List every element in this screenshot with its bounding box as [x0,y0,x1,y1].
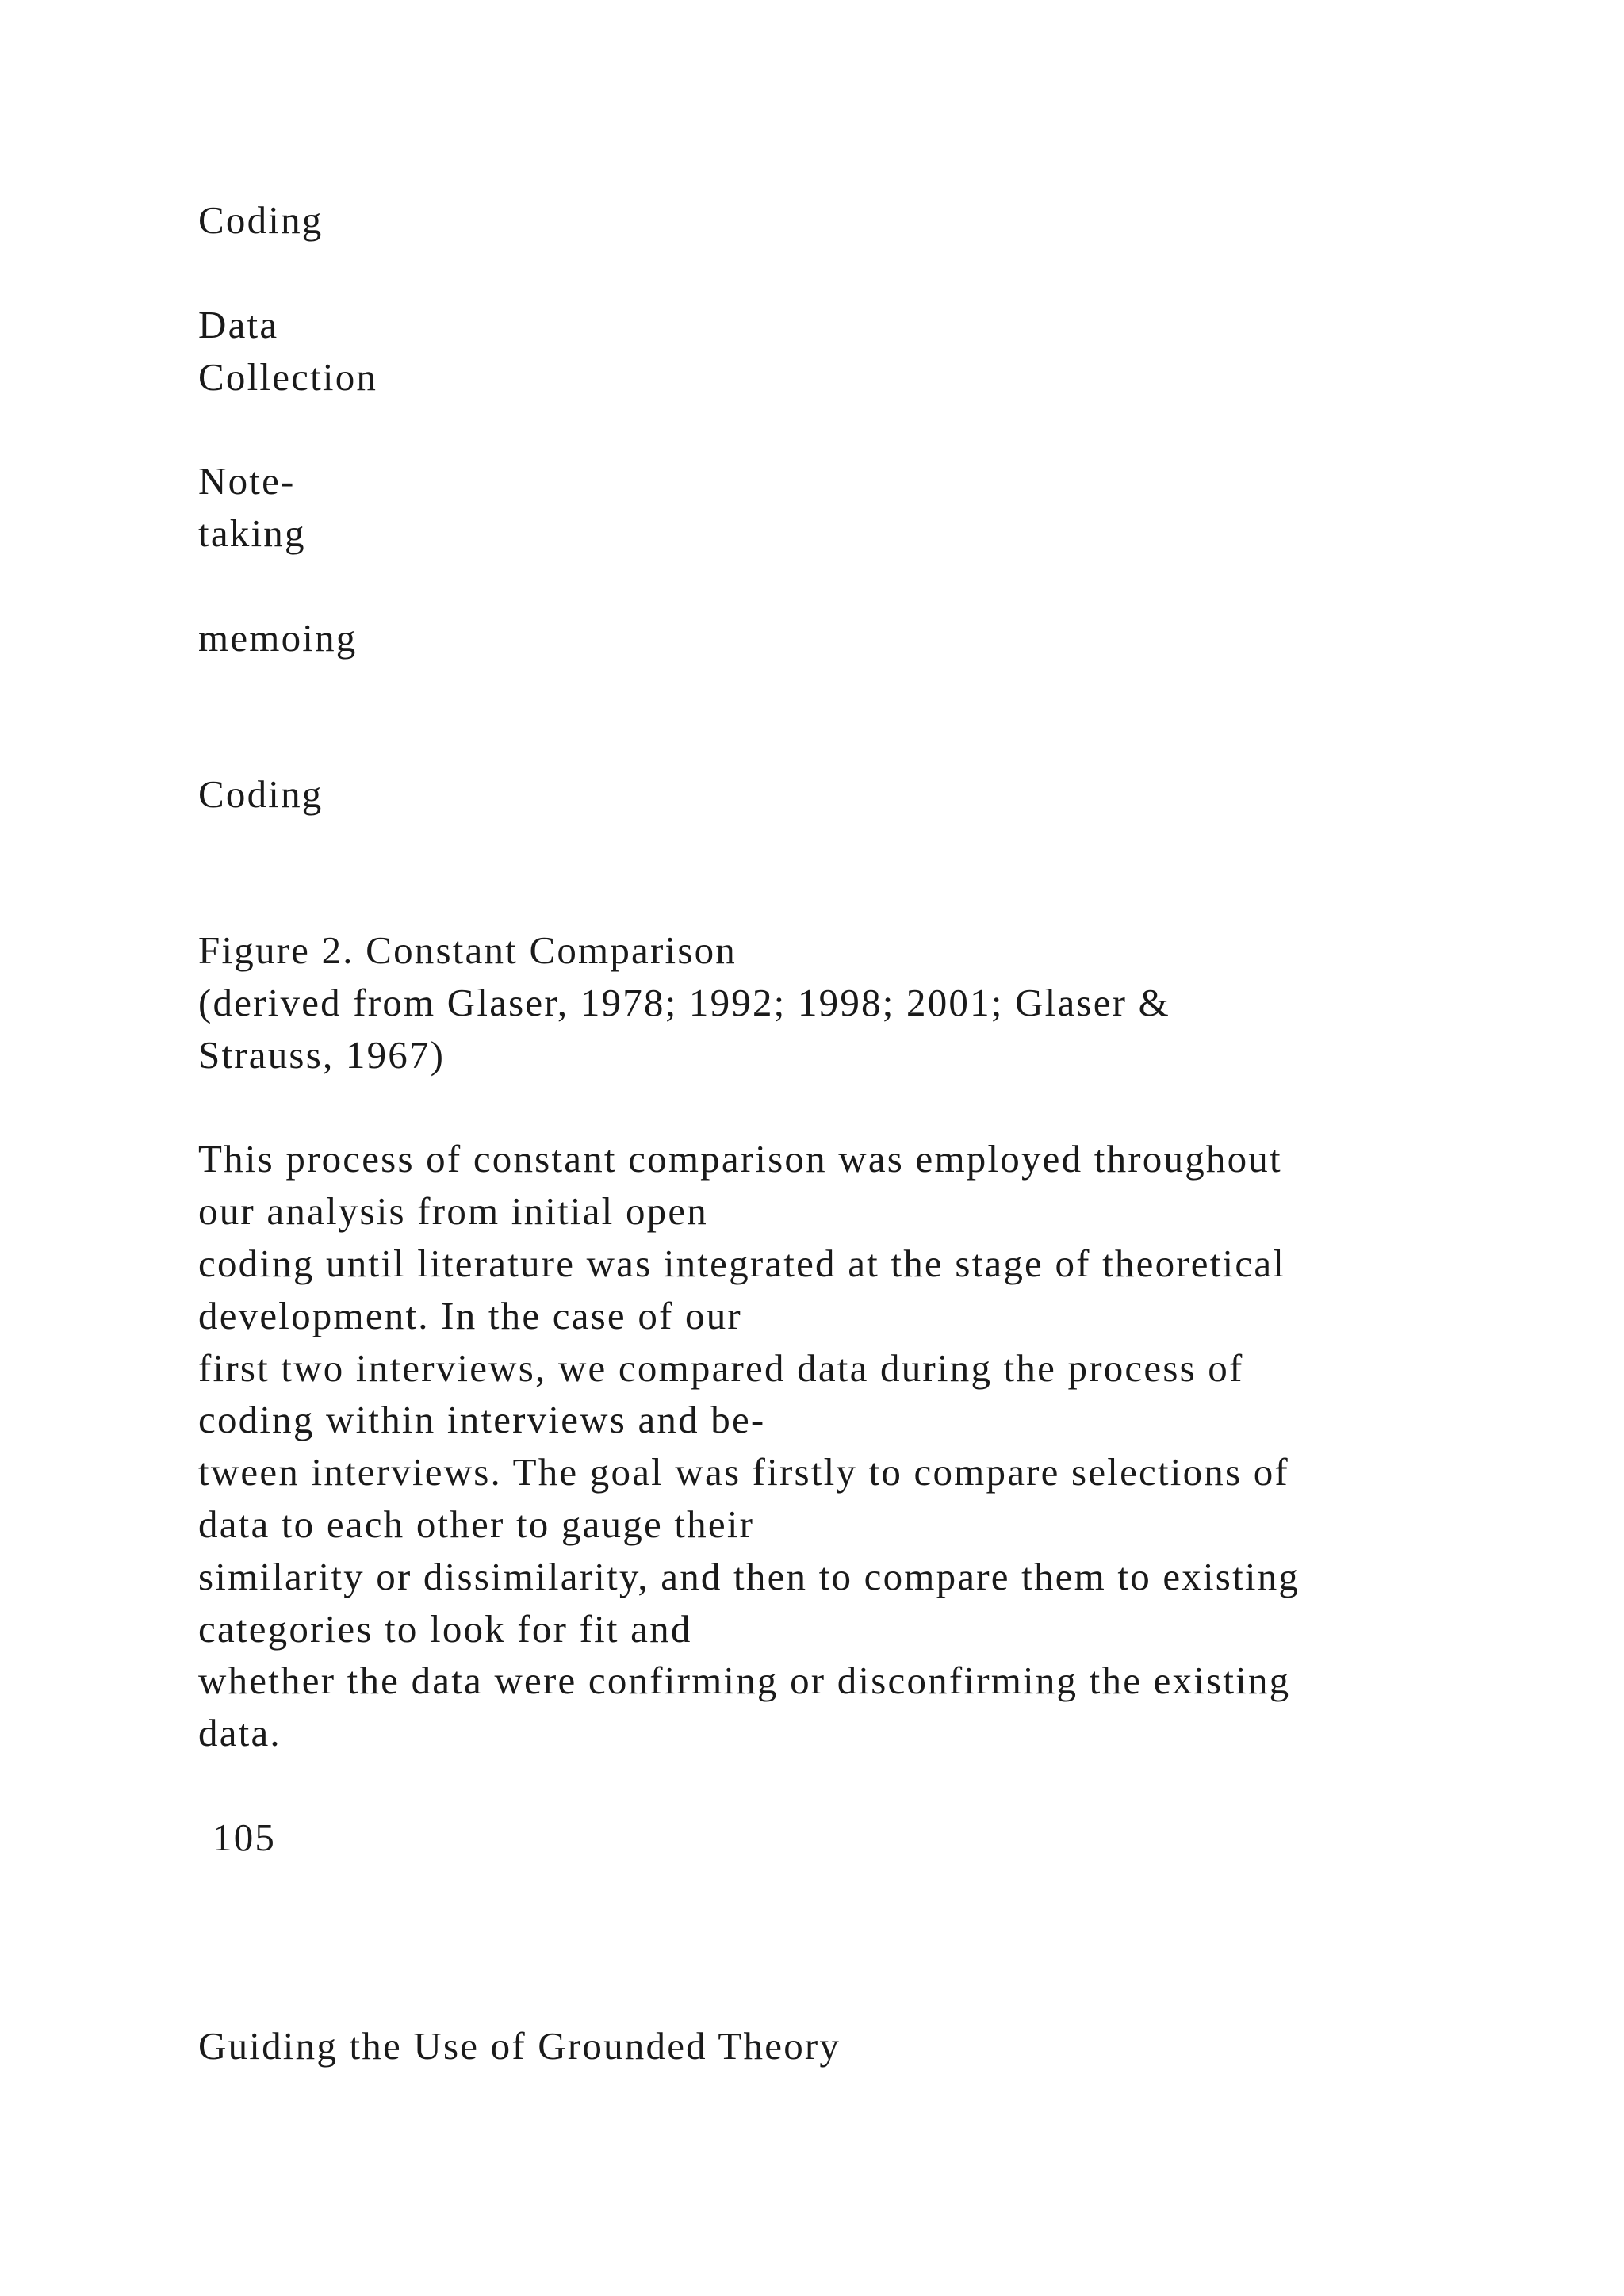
figure-caption-source-line2: Strauss, 1967) [198,1033,446,1077]
paragraph-line: data. [198,1711,282,1755]
figure-caption-source-line1: (derived from Glaser, 1978; 1992; 1998; 2001; Glaser & [198,981,1170,1024]
page-number: 105 [213,1816,277,1859]
paragraph-line: whether the data were confirming or disconfirming the existing [198,1659,1291,1702]
figure-label-note-taking-line1: Note- [198,459,296,503]
paragraph-line: coding until literature was integrated at the stage of theoretical [198,1242,1286,1285]
paragraph-line: tween interviews. The goal was firstly to compare selections of [198,1450,1289,1494]
paragraph-line: data to each other to gauge their [198,1502,755,1546]
paragraph-line: development. In the case of our [198,1294,742,1337]
paragraph-line: coding within interviews and be- [198,1398,766,1441]
figure-label-coding-bottom: Coding [198,772,324,816]
figure-label-data-collection-line1: Data [198,303,279,346]
paragraph-line: our analysis from initial open [198,1189,708,1233]
figure-label-coding-top: Coding [198,198,324,242]
paragraph-line: first two interviews, we compared data during the process of [198,1346,1244,1390]
figure-label-note-taking-line2: taking [198,511,306,555]
figure-caption-title: Figure 2. Constant Comparison [198,928,737,972]
figure-label-memoing: memoing [198,616,358,660]
paragraph-line: categories to look for fit and [198,1607,692,1651]
running-header: Guiding the Use of Grounded Theory [198,2024,841,2068]
paragraph-line: similarity or dissimilarity, and then to compare them to existing [198,1555,1300,1598]
paragraph-line: This process of constant comparison was employed throughout [198,1137,1282,1181]
figure-label-data-collection-line2: Collection [198,355,378,399]
